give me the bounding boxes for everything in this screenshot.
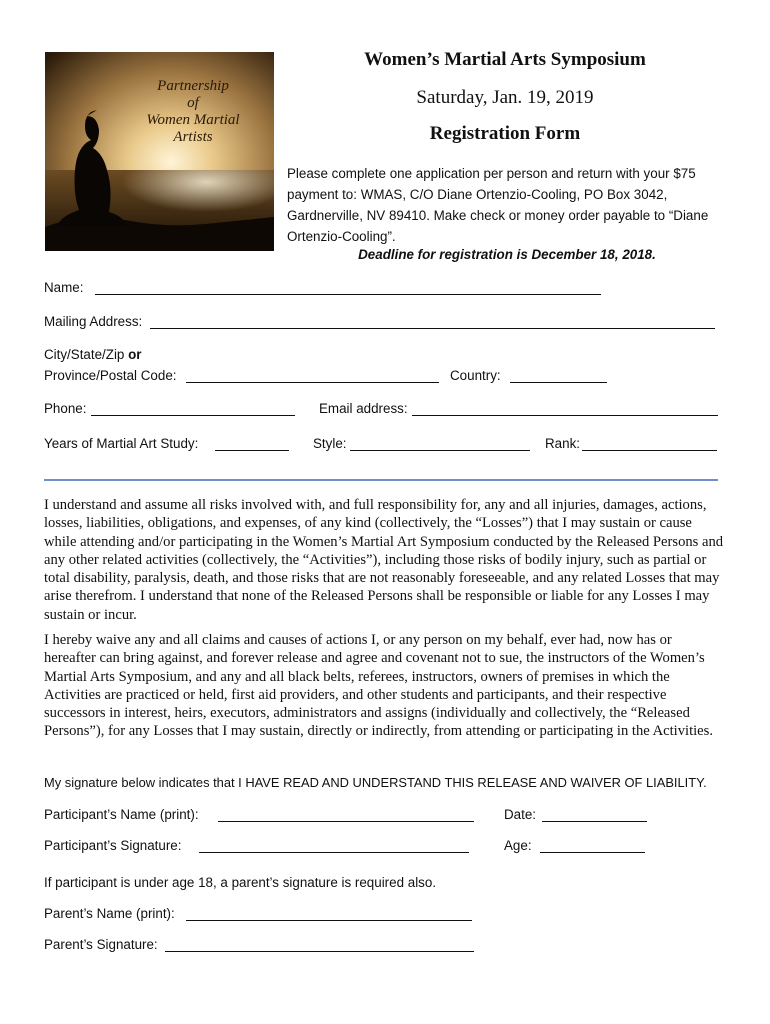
form-title: Registration Form (429, 123, 581, 144)
date-label: Date: (504, 807, 537, 822)
years-study-label: Years of Martial Art Study: (44, 436, 199, 451)
acknowledgement-text: My signature below indicates that I HAVE READ AND UNDERSTAND THIS RELEASE AND WAIVER OF LIABILITY. (44, 775, 707, 790)
mailing-address-label: Mailing Address: (44, 314, 143, 329)
parent-signature-label: Parent’s Signature: (44, 937, 158, 952)
rank-field[interactable] (582, 450, 717, 451)
intro-text: Please complete one application per person and return with your $75 payment to: WMAS, C/O Diane Ortenzio-Cooling, PO Box 3042, Gardnerville, NV 89410. Make check or money order payable to “Diane Ortenzio-Cooling”. (287, 166, 709, 244)
waiver-paragraph-1: I understand and assume all risks involved with, and full responsibility for, any and all injuries, damages, actions, losses, liabilities, obligations, and expenses, of any kind (collectively, the “Losses”) that I may sustain or cause while attending and/or participating in the Women’s Martial Art Symposium conducted by the Released Persons and any other related activities (collectively, the “Activities”), including those risks of bodily injury, such as partial or total disability, paralysis, death, and those risks that are not reasonably foreseeable, and any related Losses that may arise therefrom. I understand that none of the Released Persons shall be responsible or liable for any Losses I may sustain or incur. (44, 497, 724, 623)
age-field[interactable] (540, 852, 645, 853)
email-label: Email address: (319, 401, 408, 416)
participant-signature-field[interactable] (199, 852, 469, 853)
minor-note: If participant is under age 18, a parent’s signature is required also. (44, 875, 437, 890)
city-state-zip-label: City/State/Zip or (44, 347, 142, 362)
participant-signature-label: Participant’s Signature: (44, 838, 182, 853)
deadline-text: Deadline for registration is December 18, 2018. (358, 247, 656, 262)
parent-name-label: Parent’s Name (print): (44, 906, 175, 921)
mailing-address-field[interactable] (150, 328, 715, 329)
years-study-field[interactable] (215, 450, 289, 451)
logo-line: of (187, 95, 199, 111)
date-field[interactable] (542, 821, 647, 822)
parent-signature-field[interactable] (165, 951, 474, 952)
parent-name-field[interactable] (186, 920, 472, 921)
phone-field[interactable] (91, 415, 295, 416)
event-date: Saturday, Jan. 19, 2019 (416, 87, 594, 108)
style-field[interactable] (350, 450, 530, 451)
style-label: Style: (313, 436, 347, 451)
province-postal-label: Province/Postal Code: (44, 368, 177, 383)
event-title: Women’s Martial Arts Symposium (364, 49, 646, 70)
name-label: Name: (44, 280, 84, 295)
name-field[interactable] (95, 294, 601, 295)
section-divider (44, 479, 718, 481)
waiver-paragraph-2: I hereby waive any and all claims and causes of actions I, or any person on my behalf, ever had, now has or hereafter can bring against, and forever release and agree and covenant not to sue, the instructors of the Women’s Martial Arts Symposium, and any and all black belts, referees, instructors, owners of premises in which the Activities are practiced or held, first aid providers, and other students and participants, and their respective successors in interest, heirs, executors, administrators and assigns (individually and collectively, the “Released Persons”), for any Losses that I may sustain, directly or indirectly, from attending or participating in the Activities. (44, 632, 713, 740)
country-field[interactable] (510, 382, 607, 383)
age-label: Age: (504, 838, 532, 853)
phone-label: Phone: (44, 401, 87, 416)
participant-name-label: Participant’s Name (print): (44, 807, 199, 822)
country-label: Country: (450, 368, 501, 383)
city-state-zip-field[interactable] (186, 382, 439, 383)
logo-image (45, 52, 274, 251)
participant-name-field[interactable] (218, 821, 474, 822)
logo-line: Partnership (157, 78, 229, 94)
logo-line: Women Martial (146, 112, 240, 128)
logo-line: Artists (173, 129, 213, 145)
rank-label: Rank: (545, 436, 580, 451)
email-field[interactable] (412, 415, 718, 416)
